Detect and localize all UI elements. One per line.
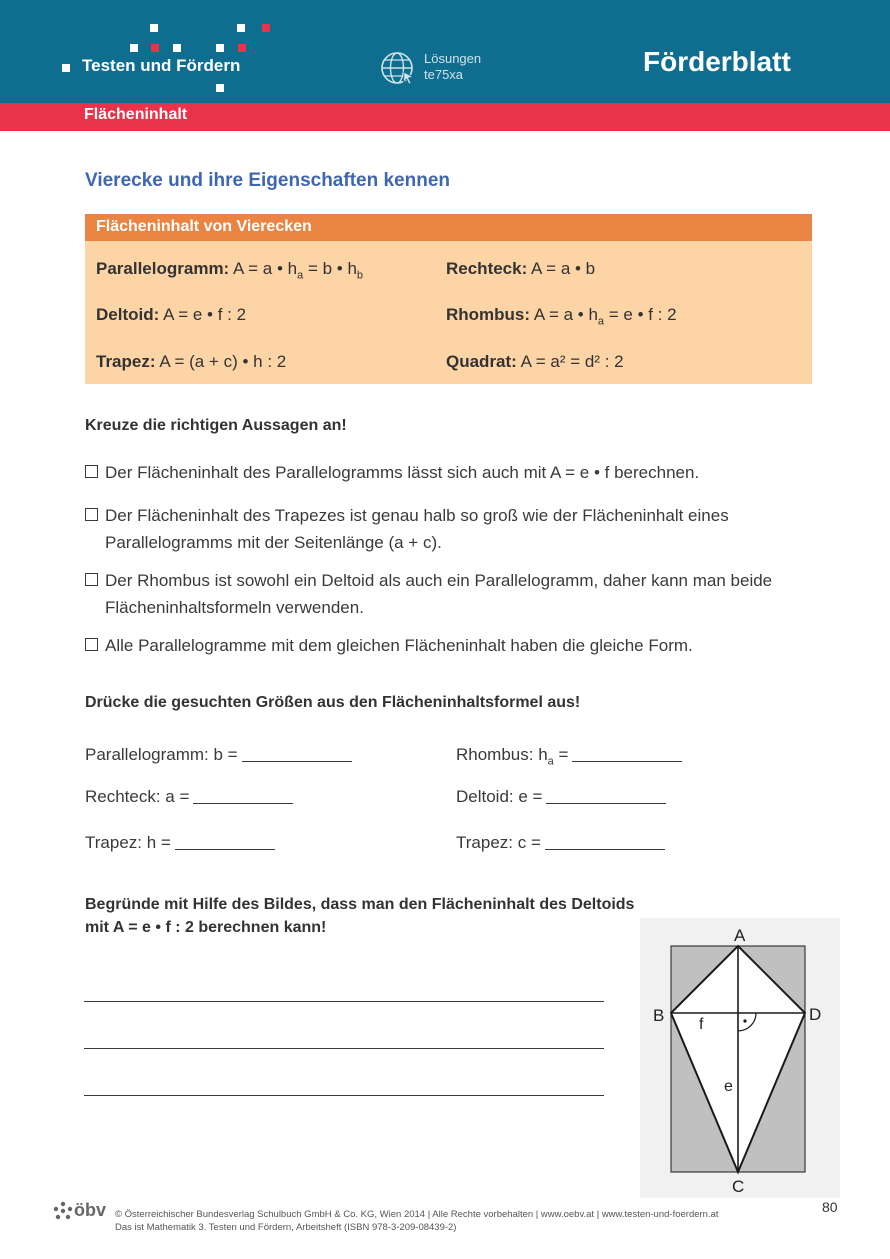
task3-heading: Begründe mit Hilfe des Bildes, dass man den Flächeninhalt des Deltoids mit A = e • f : 2 berechnen kann!: [85, 896, 635, 936]
globe-icon[interactable]: [380, 50, 416, 86]
answer-blank[interactable]: [242, 747, 352, 762]
solutions-code: te75xa: [424, 67, 464, 82]
footer-copyright: © Österreichischer Bundesverlag Schulbuch GmbH & Co. KG, Wien 2014 | Alle Rechte vorbehalten | www.oebv.at | www.testen-und-foerdern.at Das ist Mathematik 3. Testen und Fördern, Arbeitsheft (ISBN 978-3-209-08439-2): [115, 1209, 719, 1233]
oebv-star-icon: [52, 1200, 74, 1222]
formula-box-title: Flächeninhalt von Vierecken: [96, 218, 312, 235]
statement-4-checkbox[interactable]: [85, 638, 98, 651]
writing-line[interactable]: [84, 1048, 604, 1049]
solutions-link[interactable]: [424, 51, 481, 83]
label-f: f: [699, 1016, 704, 1033]
publisher-logo: [52, 1200, 112, 1222]
formula-parallelogramm: Parallelogramm: A = a • $h_a = b$ • $h_b$: [96, 259, 364, 282]
answer-parallelogramm-b: Parallelogramm: b =: [85, 745, 352, 765]
formula-quadrat: Quadrat: A = a² = d² : 2: [446, 352, 624, 371]
page-title: Vierecke und ihre Eigenschaften kennen: [85, 170, 450, 191]
publisher-logo-text: öbv: [74, 1200, 107, 1220]
brand-bullet: [62, 64, 70, 72]
statement-2: Der Flächeninhalt des Trapezes ist genau halb so groß wie der Flächeninhalt eines Parallelogramms mit der Seitenlänge (a + c).: [85, 502, 729, 556]
answer-trapez-c: Trapez: c =: [456, 833, 665, 853]
label-B: B: [653, 1006, 665, 1025]
formula-deltoid: Deltoid: A = e • f : 2: [96, 305, 247, 324]
answer-blank[interactable]: [572, 747, 682, 762]
answer-rhombus-ha: Rhombus: $h_a$ =: [456, 745, 682, 767]
statement-3: Der Rhombus ist sowohl ein Deltoid als auch ein Parallelogramm, daher kann man beide Flächeninhaltsformeln verwenden.: [85, 567, 772, 621]
topic-label: Flächeninhalt: [84, 106, 188, 123]
brand-name: Testen und Fördern: [82, 56, 241, 75]
label-e: e: [724, 1078, 733, 1095]
formula-trapez: Trapez: A = (a + c) • h : 2: [96, 352, 287, 371]
answer-trapez-h: Trapez: h =: [85, 833, 275, 853]
task1-heading: Kreuze die richtigen Aussagen an!: [85, 417, 347, 434]
page-number: 80: [822, 1199, 838, 1215]
statement-1: Der Flächeninhalt des Parallelogramms lässt sich auch mit A = e • f berechnen.: [85, 459, 699, 486]
answer-rechteck-a: Rechteck: a =: [85, 787, 293, 807]
sheet-title: Förderblatt: [643, 46, 791, 77]
answer-blank[interactable]: [546, 789, 666, 804]
writing-line[interactable]: [84, 1095, 604, 1096]
statement-1-checkbox[interactable]: [85, 465, 98, 478]
statement-3-checkbox[interactable]: [85, 573, 98, 586]
label-C: C: [732, 1177, 745, 1196]
answer-blank[interactable]: [193, 789, 293, 804]
answer-deltoid-e: Deltoid: e =: [456, 787, 666, 807]
label-D: D: [809, 1005, 822, 1024]
label-A: A: [734, 926, 746, 945]
writing-line[interactable]: [84, 1001, 604, 1002]
solutions-label: Lösungen: [424, 51, 482, 66]
statement-2-checkbox[interactable]: [85, 508, 98, 521]
statement-4: Alle Parallelogramme mit dem gleichen Flächeninhalt haben die gleiche Form.: [85, 632, 693, 659]
answer-blank[interactable]: [175, 835, 275, 850]
formula-rechteck: Rechteck: A = a • b: [446, 259, 596, 278]
formula-rhombus: Rhombus: A = a • $h_a = e$ • f : 2: [446, 305, 677, 328]
deltoid-figure: [640, 918, 840, 1198]
answer-blank[interactable]: [545, 835, 665, 850]
task2-heading: Drücke die gesuchten Größen aus den Flächeninhaltsformel aus!: [85, 694, 581, 711]
